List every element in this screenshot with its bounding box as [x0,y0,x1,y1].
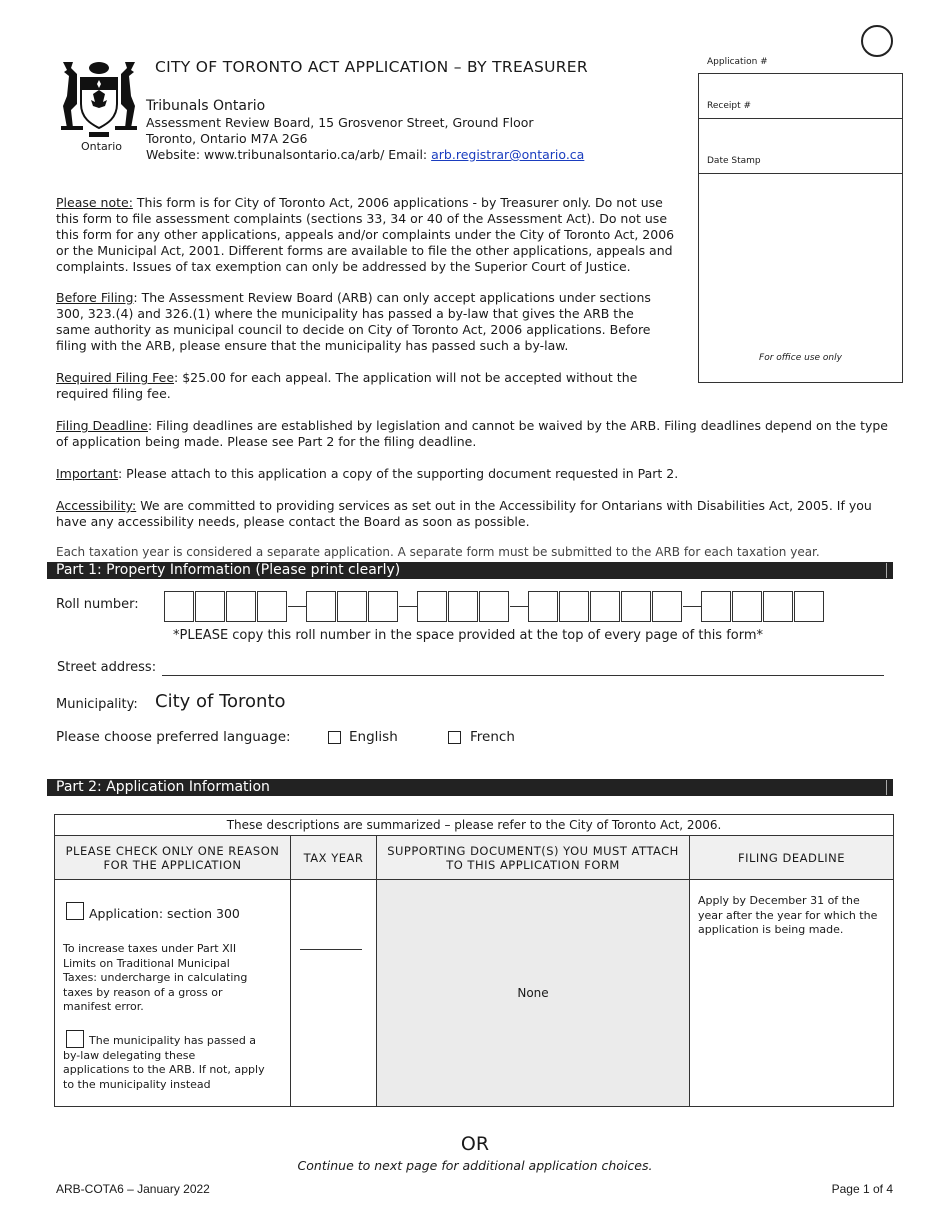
email-link[interactable]: arb.registrar@ontario.ca [431,147,585,162]
roll-digit-box[interactable] [306,591,336,622]
receipt-number-label: Receipt # [707,101,752,111]
col-tax-year-header: TAX YEAR [291,836,377,880]
application-number-label: Application # [707,57,768,67]
tax-year-cell [291,880,377,1107]
roll-digit-box[interactable] [621,591,651,622]
accessibility-label: Accessibility: [56,498,137,513]
part2-header [47,779,893,796]
language-label: Please choose preferred language: [56,729,291,745]
roll-number-note: *PLEASE copy this roll number in the space provided at the top of every page of this form* [173,628,764,643]
roll-digit-box[interactable] [337,591,367,622]
roll-digit-box[interactable] [528,591,558,622]
important-paragraph [56,466,896,482]
roll-digit-box[interactable] [590,591,620,622]
roll-digit-box[interactable] [417,591,447,622]
roll-digit-box[interactable] [195,591,225,622]
important-text: : Please attach to this application a copy of the supporting document requested in Part 2. [117,466,679,481]
roll-digit-box[interactable] [794,591,824,622]
address-line-2: Toronto, Ontario M7A 2G6 [146,131,308,146]
roll-digit-box[interactable] [479,591,509,622]
accessibility-paragraph [56,498,896,530]
form-id: ARB-COTA6 – January 2022 [56,1182,210,1196]
section-300-checkbox[interactable] [66,902,84,920]
roll-digit-box[interactable] [164,591,194,622]
col-documents-header: SUPPORTING DOCUMENT(S) YOU MUST ATTACH TO THIS APPLICATION FORM [377,836,690,880]
col-deadline-header: FILING DEADLINE [690,836,894,880]
filing-deadline-paragraph [56,418,896,450]
table-header-row [55,836,894,880]
accessibility-text: We are committed to providing services as set out in the Accessibility for Ontarians with Disabilities Act, 2005. If you have any accessibility needs, please contact the Board as soon as possible. [56,498,872,529]
bylaw-label: The municipality has passed a by-law delegating these applications to the ARB. If not, apply to the municipality instead [63,1034,265,1091]
before-filing-paragraph [56,290,671,354]
tax-year-input[interactable] [300,949,362,950]
roll-separator [399,606,417,607]
table-caption: These descriptions are summarized – please refer to the City of Toronto Act, 2006. [55,815,894,836]
section-300-label: Application: section 300 [89,906,240,921]
filing-deadline-text: : Filing deadlines are established by legislation and cannot be waived by the ARB. Filing deadlines depend on the type of application being made. Please see Part 2 for the filing deadline. [56,418,889,449]
org-name: Tribunals Ontario [146,98,266,114]
street-address-input[interactable] [162,675,884,676]
filing-fee-text: : $25.00 for each appeal. The application will not be accepted without the required filing fee. [56,370,638,401]
before-filing-text: : The Assessment Review Board (ARB) can only accept applications under sections 300, 323.(4) and 326.(1) where the municipality has passed a by-law that gives the ARB the same authority as municipal council to decide on City of Toronto Act, 2006 applications. Before filing with the ARB, please ensure that the municipality has passed such a by-law. [56,290,651,353]
municipality-value: City of Toronto [155,691,286,712]
roll-digit-box[interactable] [701,591,731,622]
roll-separator [683,606,701,607]
roll-digit-box[interactable] [652,591,682,622]
part1-header [47,562,893,579]
bylaw-text [63,1034,265,1092]
roll-digit-box[interactable] [368,591,398,622]
please-note-paragraph [56,195,681,275]
page-number: Page 1 of 4 [831,1182,893,1196]
roll-digit-box[interactable] [732,591,762,622]
form-title: CITY OF TORONTO ACT APPLICATION – BY TREASURER [155,58,588,76]
ontario-coat-of-arms-logo [57,56,141,156]
french-label: French [470,729,515,745]
roll-separator [288,606,306,607]
logo-caption: Ontario [81,140,122,153]
corner-circle-icon [861,25,893,57]
continue-note: Continue to next page for additional application choices. [297,1158,653,1173]
application-table [54,814,894,1107]
municipality-label: Municipality: [56,697,138,712]
street-address-label: Street address: [57,660,157,675]
deadline-text: Apply by December 31 of the year after the year for which the application is being made. [698,894,878,936]
filing-fee-label: Required Filing Fee [56,370,175,385]
part2-header-text: Part 2: Application Information [56,779,270,795]
date-stamp-label: Date Stamp [707,156,761,166]
website-text: Website: www.tribunalsontario.ca/arb/ Email: [146,147,432,162]
table-caption-row [55,815,894,836]
reason-cell [55,880,291,1107]
office-use-box [698,73,903,383]
before-filing-label: Before Filing [56,290,134,305]
roll-digit-box[interactable] [559,591,589,622]
or-divider: OR [460,1133,490,1155]
important-label: Important [56,466,118,481]
filing-fee-paragraph [56,370,656,402]
website-line [146,147,584,162]
roll-number-label: Roll number: [56,597,139,612]
office-use-note: For office use only [759,353,842,363]
roll-digit-box[interactable] [448,591,478,622]
roll-digit-box[interactable] [763,591,793,622]
english-checkbox[interactable] [328,731,341,744]
english-label: English [349,729,398,745]
roll-separator [510,606,528,607]
roll-digit-box[interactable] [257,591,287,622]
table-row [55,880,894,1107]
french-checkbox[interactable] [448,731,461,744]
section-300-description: To increase taxes under Part XII Limits on Traditional Municipal Taxes: undercharge in calculating taxes by reason of a gross or manifest error. [63,942,248,1013]
filing-deadline-label: Filing Deadline [56,418,148,433]
please-note-text: This form is for City of Toronto Act, 2006 applications - by Treasurer only. Do not use this form to file assessment complaints (sections 33, 34 or 40 of the Assessment Act). Do not use this form for any other applications, appeals and/or complaints under the City of Toronto Act, 2006 or the Municipal Act, 2001. Different forms are available to file the other applications, appeals and complaints. Issues of tax exemption can only be addressed by the Superior Court of Justice. [56,195,675,274]
deadline-cell [690,880,894,1107]
roll-digit-box[interactable] [226,591,256,622]
part1-header-text: Part 1: Property Information (Please print clearly) [56,562,401,578]
address-line-1: Assessment Review Board, 15 Grosvenor Street, Ground Floor [146,115,534,130]
col-reason-header: PLEASE CHECK ONLY ONE REASON FOR THE APPLICATION [55,836,291,880]
taxation-year-note: Each taxation year is considered a separate application. A separate form must be submitted to the ARB for each taxation year. [56,545,820,559]
please-note-label: Please note: [56,195,133,210]
documents-cell: None [377,880,690,1107]
